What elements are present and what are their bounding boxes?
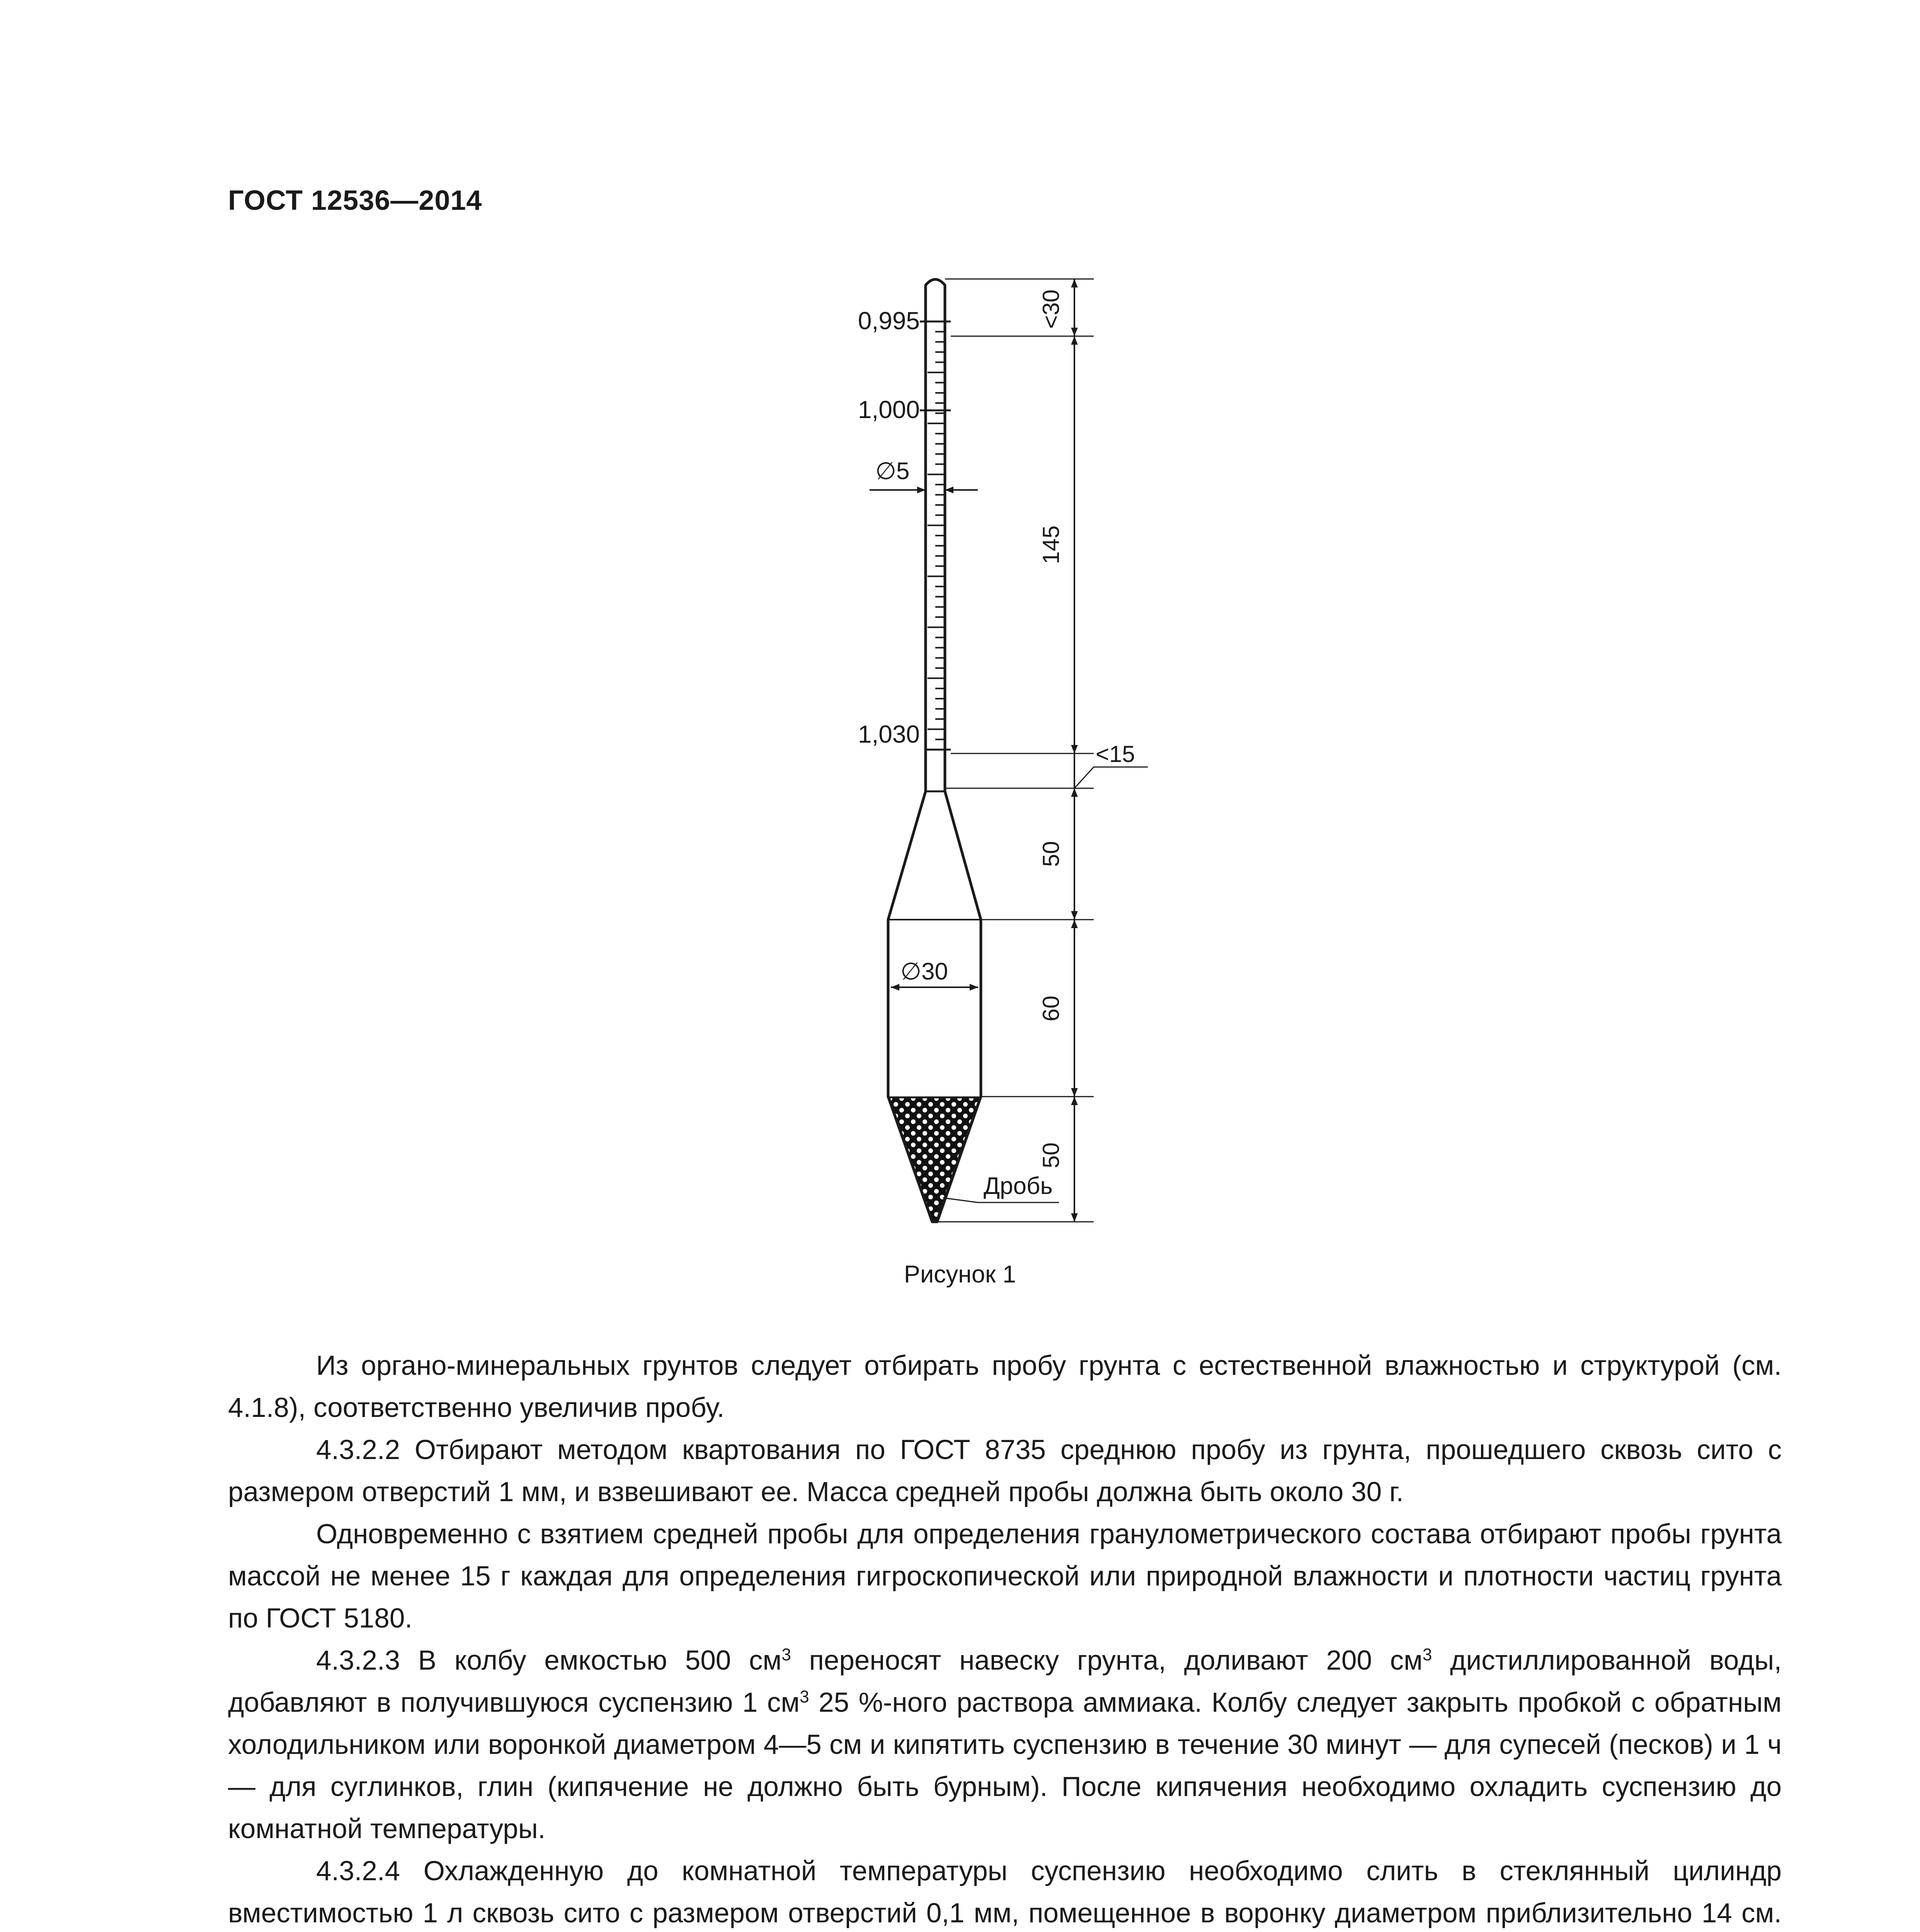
paragraph-4-3-2-4: 4.3.2.4 Охлажденную до комнатной температуры суспензию необходимо слить в стеклянный цилиндр вместимостью 1 л сквозь сито с размером отверстий 0,1 мм, помещенное в воронку диаметром приблизительно 14 см. <box>228 1856 1782 1929</box>
paragraph-sampling: Одновременно с взятием средней пробы для определения гранулометрического состава отбирают пробы грунта массой не менее 15 г каждая для определения гигроскопической или природной влажности и плотности частиц грунта по ГОСТ 5180. <box>228 1519 1782 1634</box>
extension-lines <box>937 279 1094 1222</box>
shot-ballast <box>889 1097 980 1220</box>
body-text <box>228 1345 1782 1932</box>
paragraph-4-3-2-2: 4.3.2.2 Отбирают методом квартования по ГОСТ 8735 среднюю пробу из грунта, прошедшего сквозь сито с размером отверстий 1 мм, и взвешивают ее. Масса средней пробы должна быть около 30 г. <box>228 1435 1782 1507</box>
dim-label-scale: 145 <box>1038 525 1064 565</box>
mark-label-0995: 0,995 <box>858 307 920 335</box>
document-header: ГОСТ 12536—2014 <box>228 185 482 216</box>
dim-label-cone: 50 <box>1038 841 1064 867</box>
mark-label-1000: 1,000 <box>858 396 920 423</box>
dim-label-bottom: 50 <box>1038 1142 1064 1168</box>
dim-label-top: <30 <box>1038 289 1064 329</box>
shot-label: Дробь <box>984 1173 1053 1199</box>
scale-ticks <box>928 332 945 739</box>
paragraph-4-3-2-3: 4.3.2.3 В колбу емкостью 500 $см^3$ переносят навеску грунта, доливают 200 $см^3$ дистиллированной воды, добавляют в получившуюся суспензию 1 $см^3$ 25 %-ного раствора аммиака. Колбу следует закрыть пробкой с обратным холодильником или воронкой диаметром 4—5 см и кипятить суспензию в течение 30 минут — для супесей (песков) и 1 ч — для суглинков, глин (кипячение не должно быть бурным). После кипячения необходимо охладить суспензию до комнатной температуры. <box>228 1645 1782 1844</box>
figure-caption: Рисунок 1 <box>904 1261 1016 1288</box>
mark-label-1030: 1,030 <box>858 720 920 748</box>
paragraph-1: Из органо-минеральных грунтов следует отбирать пробу грунта с естественной влажностью и структурой (см. 4.1.8), соответственно увеличив пробу. <box>228 1350 1782 1423</box>
gap-leader <box>1074 767 1148 788</box>
dim-label-cylinder: 60 <box>1038 995 1064 1022</box>
dim-label-gap: <15 <box>1096 741 1135 767</box>
bulb-diameter-label: ∅30 <box>900 958 948 985</box>
stem-diameter-label: ∅5 <box>875 458 910 485</box>
shot-leader <box>943 1198 978 1202</box>
